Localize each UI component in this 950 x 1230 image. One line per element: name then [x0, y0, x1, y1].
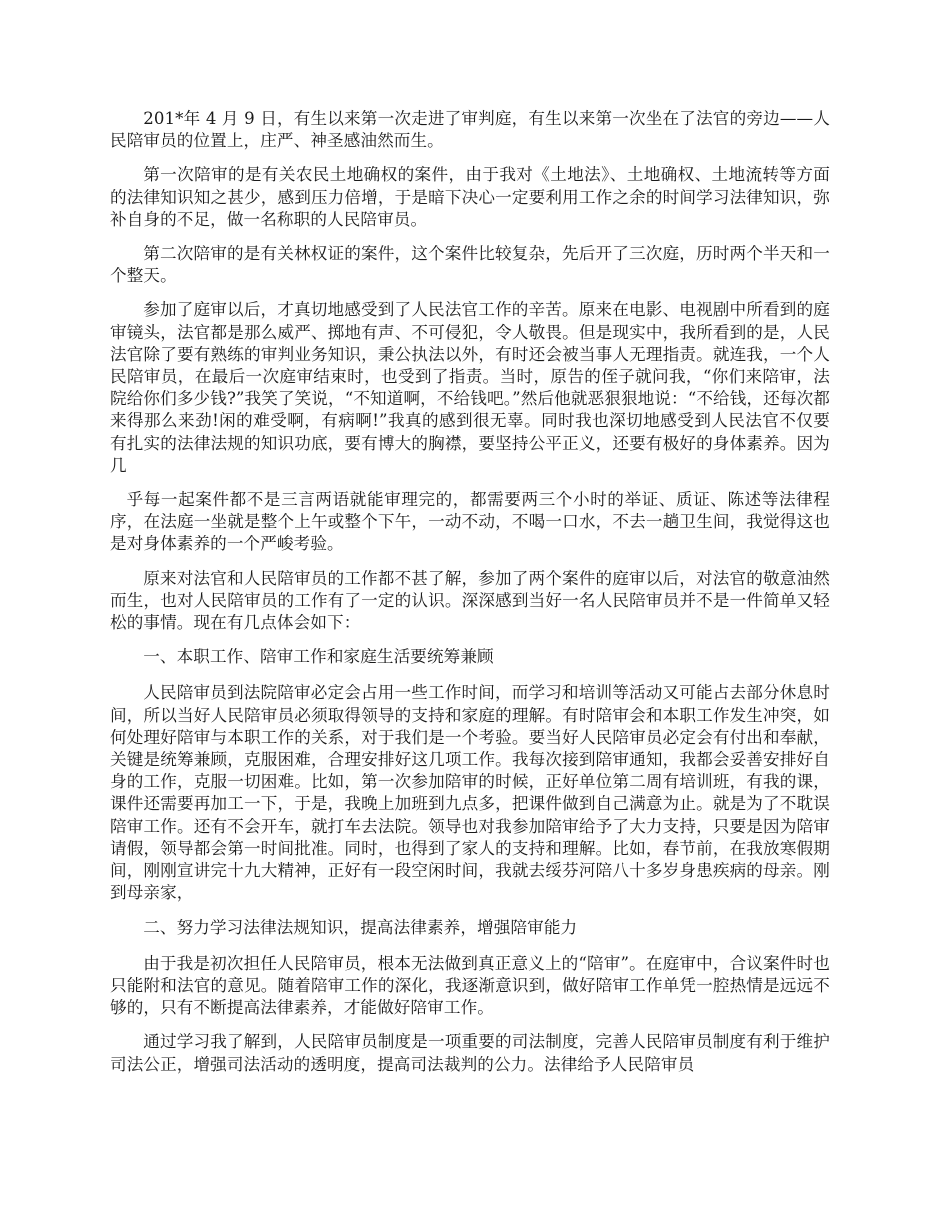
paragraph-learning: 由于我是初次担任人民陪审员，根本无法做到真正意义上的“陪审”。在庭审中，合议案件时也只能附和法官的意见。随着陪审工作的深化，我逐渐意识到，做好陪审工作单凭一腔热情是远远不够的，只有不断提高法律素养，才能做好陪审工作。	[110, 953, 830, 1018]
section-heading-two: 二、努力学习法律法规知识，提高法律素养，增强陪审能力	[143, 917, 578, 937]
document-body	[110, 108, 830, 1088]
paragraph-reflection: 原来对法官和人民陪审员的工作都不甚了解，参加了两个案件的庭审以后，对法官的敬意油然而生，也对人民陪审员的工作有了一定的认识。深深感到当好一名人民陪审员并不是一件简单又轻松的事情。现在有几点体会如下：	[110, 568, 830, 633]
paragraph-second-trial: 第二次陪审的是有关林权证的案件，这个案件比较复杂，先后开了三次庭，历时两个半天和一个整天。	[110, 244, 830, 286]
paragraph-balance: 人民陪审员到法院陪审必定会占用一些工作时间，而学习和培训等活动又可能占去部分休息时间，所以当好人民陪审员必须取得领导的支持和家庭的理解。有时陪审会和本职工作发生冲突，如何处理好陪审与本职工作的关系，对于我们是一个考验。要当好人民陪审员必定会有付出和奉献，关键是统筹兼顾，克服困难，合理安排好这几项工作。我每次接到陪审通知，我都会妥善安排好自身的工作，克服一切困难。比如，第一次参加陪审的时候，正好单位第二周有培训班，有我的课，课件还需要再加工一下，于是，我晚上加班到九点多，把课件做到自己满意为止。就是为了不耽误陪审工作。还有不会开车，就打车去法院。领导也对我参加陪审给予了大力支持，只要是因为陪审请假，领导都会第一时间批准。同时，也得到了家人的支持和理解。比如，春节前，在我放寒假期间，刚刚宣讲完十九大精神，正好有一段空闲时间，我就去绥芬河陪八十多岁身患疾病的母亲。刚到母亲家，	[110, 683, 830, 903]
paragraph-experience: 参加了庭审以后，才真切地感受到了人民法官工作的辛苦。原来在电影、电视剧中所看到的庭审镜头，法官都是那么威严、掷地有声、不可侵犯，令人敬畏。但是现实中，我所看到的是，人民法官除了要有熟练的审判业务知识，秉公执法以外，有时还会被当事人无理指责。就连我，一个人民陪审员，在最后一次庭审结束时，也受到了指责。当时，原告的侄子就问我，“你们来陪审，法院给你们多少钱?”我笑了笑说，“不知道啊，不给钱吧。”然后他就恶狠狠地说：“不给钱，还每次都来得那么来劲!闲的难受啊，有病啊!”我真的感到很无辜。同时我也深切地感受到人民法官不仅要有扎实的法律法规的知识功底，要有博大的胸襟，要坚持公平正义，还要有极好的身体素养。因为几	[110, 300, 830, 475]
paragraph-experience-continued: 乎每一起案件都不是三言两语就能审理完的，都需要两三个小时的举证、质证、陈述等法律程序，在法庭一坐就是整个上午或整个下午，一动不动，不喝一口水，不去一趟卫生间，我觉得这也是对身体素养的一个严峻考验。	[110, 490, 830, 554]
section-heading-one: 一、本职工作、陪审工作和家庭生活要统筹兼顾	[143, 647, 494, 667]
paragraph-intro: 201*年 4 月 9 日，有生以来第一次走进了审判庭，有生以来第一次坐在了法官的旁边——人民陪审员的位置上，庄严、神圣感油然而生。	[110, 109, 830, 151]
paragraph-first-trial: 第一次陪审的是有关农民土地确权的案件，由于我对《土地法》、土地确权、土地流转等方面的法律知识知之甚少，感到压力倍增，于是暗下决心一定要利用工作之余的时间学习法律知识，弥补自身的不足，做一名称职的人民陪审员。	[110, 165, 830, 229]
paragraph-system: 通过学习我了解到，人民陪审员制度是一项重要的司法制度，完善人民陪审员制度有利于维护司法公正，增强司法活动的透明度，提高司法裁判的公力。法律给予人民陪审员	[110, 1032, 830, 1074]
